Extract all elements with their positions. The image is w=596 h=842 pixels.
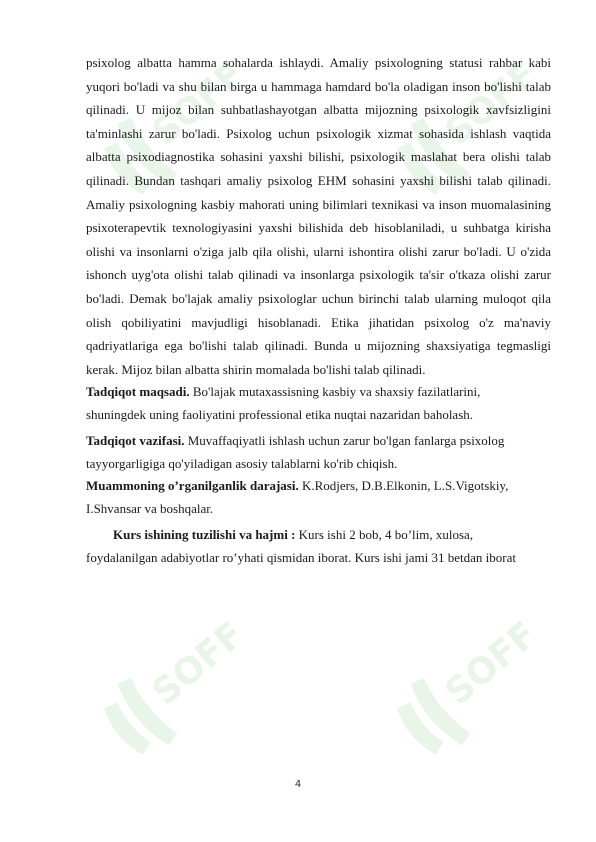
study-level-text: K.Rodjers, D.B.Elkonin, L.S.Vigotskiy, bbox=[298, 478, 509, 494]
study-level-text-cont: I.Shvansar va boshqalar. bbox=[86, 500, 214, 516]
research-task bbox=[86, 430, 551, 475]
soff-logo-watermark bbox=[72, 614, 253, 790]
research-goal bbox=[86, 381, 551, 426]
page-number: 4 bbox=[294, 779, 302, 790]
research-task-text: Muvaffaqiyatli ishlash uchun zarur bo'lgan fanlarga psixolog bbox=[184, 433, 505, 449]
body-paragraph: psixolog albatta hamma sohalarda ishlaydi. Amaliy psixologning statusi rahbar kabi yuqori bo'ladi va shu bilan birga u hammaga hamdard bo'la oladigan inson bo'lishi talab qilinadi. U mijoz bilan suhbatlashayotgan albatta mijozning psixologik xavfsizligini ta'minlashi zarur bo'ladi. Psixolog uchun psixologik xizmat sohasida ishlash vaqtida albatta psixodiagnostika sohasini yaxshi bilishi, psixologik maslahat bera olishi talab qilinadi. Bundan tashqari amaliy psixolog EHM sohasini yaxshi bilishi talab qilinadi. Amaliy psixologning kasbiy mahorati uning bilimlari texnikasi va inson muomalasining psixoterapevtik texnologiyasini yaxshi bilishida deb hisoblaniladi, u suhbatga kirisha olishi va insonlarni o'ziga jalb qila olishi, ularni ishontira olishi zarur bo'ladi. U o'zida ishonch uyg'ota olishi talab qilinadi va insonlarga psixologik ta'sir o'tkaza olishi zarur bo'ladi. Demak bo'lajak amaliy psixologlar uchun birinchi talab ularning muloqot qila olish qobiliyatini mavjudligi hisoblanadi. Etika jihatidan psixolog o'z ma'naviy qadriyatlariga ega bo'lishi talab qilinadi. Bunda u mijozning shaxsiyatiga tegmasligi kerak. Mijoz bilan albatta shirin momalada bo'lishi talab qilinadi. bbox=[86, 55, 551, 377]
research-task-text-cont: tayyorgarligiga qo'yiladigan asosiy talablarni ko'rib chiqish. bbox=[86, 455, 398, 471]
course-structure-label: Kurs ishining tuzilishi va hajmi : bbox=[113, 527, 296, 543]
research-goal-text-cont: shuningdek uning faoliyatini professional etika nuqtai nazaridan baholash. bbox=[86, 406, 474, 422]
course-structure-text: Kurs ishi 2 bob, 4 bo’lim, xulosa, bbox=[295, 527, 474, 543]
svg-text:SOFF: SOFF bbox=[144, 54, 253, 154]
course-structure bbox=[86, 524, 551, 569]
research-goal-label: Tadqiqot maqsadi. bbox=[86, 384, 190, 400]
svg-text:SOFF: SOFF bbox=[437, 54, 546, 154]
research-goal-text: Bo'lajak mutaxassisning kasbiy va shaxsiy fazilatlarini, bbox=[189, 384, 481, 400]
svg-text:SOFF: SOFF bbox=[144, 614, 253, 714]
research-task-label: Tadqiqot vazifasi. bbox=[86, 433, 185, 449]
soff-logo-watermark bbox=[365, 614, 546, 790]
study-level-label: Muammoning o’rganilganlik darajasi. bbox=[86, 478, 299, 494]
document-body bbox=[86, 51, 551, 569]
study-level bbox=[86, 475, 551, 520]
svg-text:SOFF: SOFF bbox=[437, 614, 546, 714]
course-structure-text-cont: foydalanilgan adabiyotlar ro’yhati qismidan iborat. Kurs ishi jami 31 betdan iborat bbox=[86, 549, 516, 565]
